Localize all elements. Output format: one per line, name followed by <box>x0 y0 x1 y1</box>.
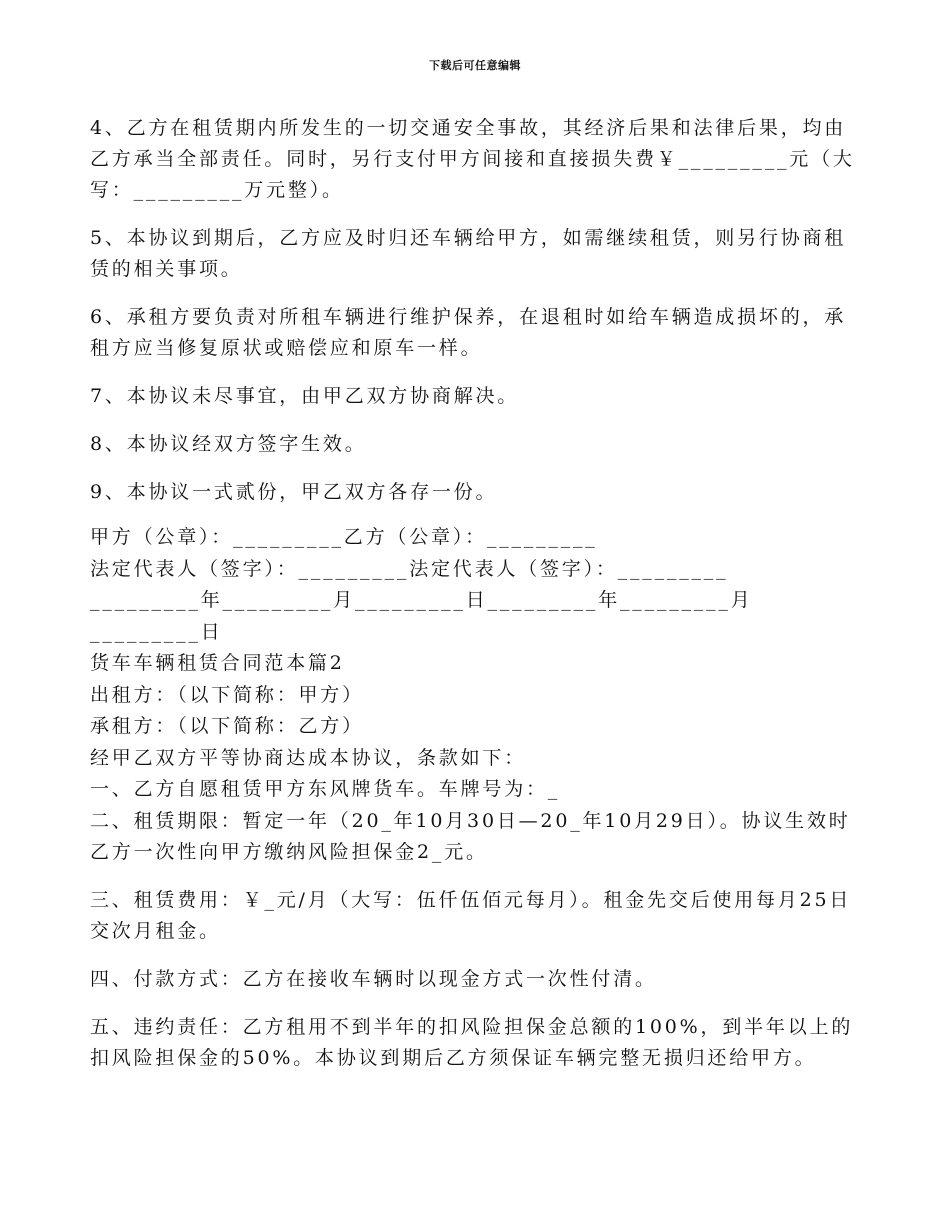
clause-three-paragraph: 三、租赁费用：￥_元/月（大写：伍仟伍佰元每月）。租金先交后使用每月25日交次月租金。 <box>90 888 852 942</box>
clause-7-paragraph: 7、本协议未尽事宜，由甲乙双方协商解决。 <box>90 385 520 407</box>
clause-four-paragraph: 四、付款方式：乙方在接收车辆时以现金方式一次性付清。 <box>90 967 657 990</box>
clause-9-paragraph: 9、本协议一式贰份，甲乙双方各存一份。 <box>90 481 498 503</box>
lessor-line: 出租方：（以下简称：甲方） <box>90 683 364 706</box>
date-line: _________年_________月_________日_________年_________月_________日 <box>90 589 753 643</box>
representative-signature-line: 法定代表人（签字）：_________法定代表人（签字）：_________ <box>90 557 729 580</box>
clause-8-paragraph: 8、本协议经双方签字生效。 <box>90 433 367 455</box>
clause-two-paragraph: 二、租赁期限：暂定一年（20_年10月30日—20_年10月29日）。协议生效时乙方一次性向甲方缴纳风险担保金2_元。 <box>90 809 851 863</box>
lessee-line: 承租方：（以下简称：乙方） <box>90 715 364 737</box>
clause-five-paragraph: 五、违约责任：乙方租用不到半年的扣风险担保金总额的100%，到半年以上的扣风险担保金的50%。本协议到期后乙方须保证车辆完整无损归还给甲方。 <box>90 1015 854 1069</box>
clause-6-paragraph: 6、承租方要负责对所租车辆进行维护保养，在退租时如给车辆造成损坏的，承租方应当修复原状或赔偿应和原车一样。 <box>90 306 847 359</box>
seal-line: 甲方（公章）：_________乙方（公章）：_________ <box>90 526 598 548</box>
clause-5-paragraph: 5、本协议到期后，乙方应及时归还车辆给甲方，如需继续租赁，则另行协商租赁的相关事项。 <box>90 227 847 280</box>
clause-4-paragraph: 4、乙方在租赁期内所发生的一切交通安全事故，其经济后果和法律后果，均由乙方承当全部责任。同时，另行支付甲方间接和直接损失费￥_________元（大写：_________万元整）。 <box>90 117 855 201</box>
second-contract-title: 货车车辆租赁合同范本篇2 <box>90 652 345 674</box>
clause-one-line: 一、乙方自愿租赁甲方东风牌货车。车牌号为：_ <box>90 778 561 800</box>
intro-line: 经甲乙双方平等协商达成本协议，条款如下： <box>90 746 527 769</box>
document-body <box>90 113 862 1091</box>
page-header: 下载后可任意编辑 <box>429 59 521 72</box>
